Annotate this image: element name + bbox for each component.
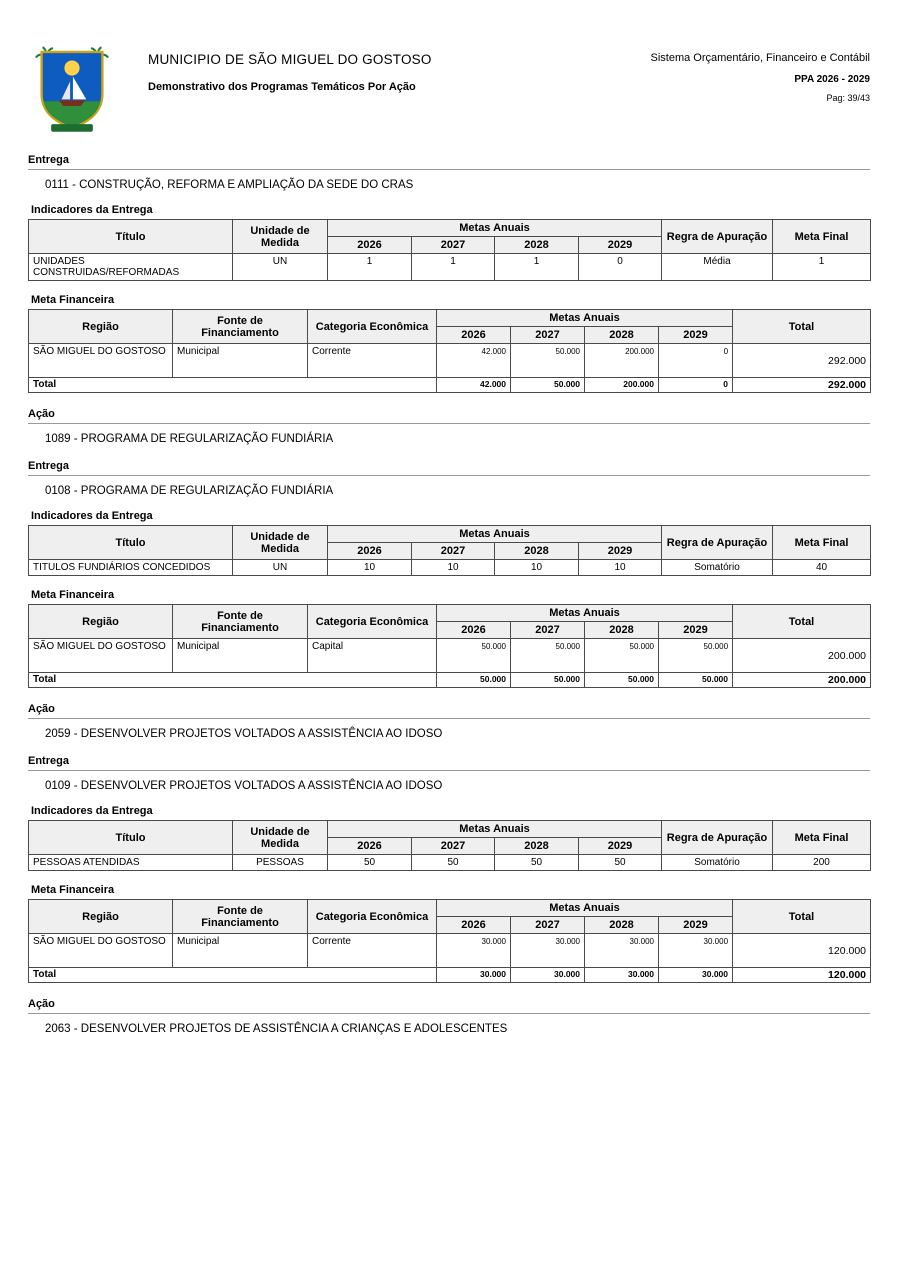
col-year-2027: 2027: [412, 237, 495, 254]
total-label-cell: Total: [29, 673, 437, 688]
indicator-meta-final-cell: 40: [773, 560, 871, 576]
entrega-label: Entrega: [28, 154, 69, 166]
col-total: Total: [733, 605, 871, 639]
financeira-2028-cell: 200.000: [585, 344, 659, 378]
total-2029-cell: 50.000: [659, 673, 733, 688]
acao-title: 1089 - PROGRAMA DE REGULARIZAÇÃO FUNDIÁRIA: [45, 433, 334, 445]
col-metas-anuais: Metas Anuais: [328, 220, 662, 237]
financeira-2027-cell: 50.000: [511, 639, 585, 673]
financeira-2029-cell: 50.000: [659, 639, 733, 673]
indicadores-table: [28, 820, 871, 871]
indicator-regra-cell: Média: [662, 254, 773, 281]
financeira-2026-cell: 42.000: [437, 344, 511, 378]
col-fonte-financiamento: Fonte de Financiamento: [173, 900, 308, 934]
report-title: Demonstrativo dos Programas Temáticos Por Ação: [148, 81, 416, 93]
program-section: [28, 154, 870, 445]
acao-heading: [28, 703, 870, 719]
total-2028-cell: 200.000: [585, 378, 659, 393]
indicator-meta-final-cell: 1: [773, 254, 871, 281]
financeira-2027-cell: 30.000: [511, 934, 585, 968]
acao-heading: [28, 408, 870, 424]
col-year-2028: 2028: [495, 543, 579, 560]
financeira-fonte-cell: Municipal: [173, 639, 308, 673]
total-label-cell: Total: [29, 378, 437, 393]
col-year-2028: 2028: [495, 237, 579, 254]
indicator-unidade-cell: PESSOAS: [233, 855, 328, 871]
indicator-regra-cell: Somatório: [662, 560, 773, 576]
municipal-coat-of-arms: [34, 42, 112, 139]
meta-financeira-table: [28, 899, 871, 983]
total-2029-cell: 0: [659, 378, 733, 393]
indicadores-heading: Indicadores da Entrega: [31, 204, 153, 216]
col-year-2028: 2028: [585, 622, 659, 639]
col-year-2026: 2026: [437, 327, 511, 344]
col-year-2029: 2029: [579, 543, 662, 560]
indicator-2029-cell: 50: [579, 855, 662, 871]
col-regiao: Região: [29, 310, 173, 344]
financeira-total-row: [29, 673, 871, 688]
indicator-unidade-cell: UN: [233, 560, 328, 576]
header-row: [29, 605, 871, 622]
financeira-total-cell: 200.000: [733, 639, 871, 673]
header-row: [29, 310, 871, 327]
indicadores-table: [28, 219, 871, 281]
entrega-title: 0108 - PROGRAMA DE REGULARIZAÇÃO FUNDIÁRIA: [45, 485, 334, 497]
col-year-2027: 2027: [511, 622, 585, 639]
col-year-2026: 2026: [328, 543, 412, 560]
program-section: [28, 755, 870, 1035]
ppa-period: PPA 2026 - 2029: [794, 74, 870, 85]
col-titulo: Título: [29, 821, 233, 855]
financeira-regiao-cell: SÃO MIGUEL DO GOSTOSO: [29, 934, 173, 968]
acao-heading: [28, 998, 870, 1014]
financeira-categoria-cell: Corrente: [308, 344, 437, 378]
col-metas-anuais: Metas Anuais: [328, 526, 662, 543]
col-categoria-economica: Categoria Econômica: [308, 605, 437, 639]
indicadores-heading: Indicadores da Entrega: [31, 510, 153, 522]
col-unidade-medida: Unidade de Medida: [233, 526, 328, 560]
header-meta: [651, 42, 870, 103]
col-year-2026: 2026: [437, 917, 511, 934]
financeira-2029-cell: 30.000: [659, 934, 733, 968]
header-row: [29, 526, 871, 543]
col-regiao: Região: [29, 900, 173, 934]
meta-financeira-heading: Meta Financeira: [31, 589, 115, 601]
indicator-row: [29, 254, 871, 281]
financeira-table-head: [29, 605, 871, 639]
indicadores-table-head: [29, 821, 871, 855]
col-year-2029: 2029: [659, 622, 733, 639]
col-metas-anuais: Metas Anuais: [437, 900, 733, 917]
total-2028-cell: 30.000: [585, 968, 659, 983]
report-header: [28, 42, 870, 139]
col-metas-anuais: Metas Anuais: [328, 821, 662, 838]
col-fonte-financiamento: Fonte de Financiamento: [173, 605, 308, 639]
total-2027-cell: 30.000: [511, 968, 585, 983]
acao-title: 2063 - DESENVOLVER PROJETOS DE ASSISTÊNCIA A CRIANÇAS E ADOLESCENTES: [45, 1023, 508, 1035]
total-2026-cell: 42.000: [437, 378, 511, 393]
col-regra-apuracao: Regra de Apuração: [662, 220, 773, 254]
col-year-2027: 2027: [412, 543, 495, 560]
col-unidade-medida: Unidade de Medida: [233, 220, 328, 254]
col-meta-final: Meta Final: [773, 821, 871, 855]
col-unidade-medida: Unidade de Medida: [233, 821, 328, 855]
financeira-categoria-cell: Corrente: [308, 934, 437, 968]
col-metas-anuais: Metas Anuais: [437, 605, 733, 622]
indicator-meta-final-cell: 200: [773, 855, 871, 871]
col-year-2029: 2029: [659, 917, 733, 934]
col-total: Total: [733, 900, 871, 934]
total-2027-cell: 50.000: [511, 378, 585, 393]
indicator-titulo-cell: TITULOS FUNDIÁRIOS CONCEDIDOS: [29, 560, 233, 576]
financeira-2026-cell: 50.000: [437, 639, 511, 673]
acao-label: Ação: [28, 408, 55, 420]
indicator-2027-cell: 10: [412, 560, 495, 576]
indicator-2026-cell: 50: [328, 855, 412, 871]
indicator-2029-cell: 10: [579, 560, 662, 576]
total-2028-cell: 50.000: [585, 673, 659, 688]
col-year-2027: 2027: [511, 917, 585, 934]
total-2026-cell: 50.000: [437, 673, 511, 688]
indicadores-table-head: [29, 526, 871, 560]
col-categoria-economica: Categoria Econômica: [308, 900, 437, 934]
col-year-2028: 2028: [585, 327, 659, 344]
indicator-regra-cell: Somatório: [662, 855, 773, 871]
total-2027-cell: 50.000: [511, 673, 585, 688]
total-sum-cell: 200.000: [733, 673, 871, 688]
financeira-2029-cell: 0: [659, 344, 733, 378]
header-titles: [112, 42, 651, 93]
col-regiao: Região: [29, 605, 173, 639]
entrega-label: Entrega: [28, 755, 69, 767]
financeira-total-row: [29, 968, 871, 983]
col-fonte-financiamento: Fonte de Financiamento: [173, 310, 308, 344]
indicator-2026-cell: 1: [328, 254, 412, 281]
financeira-row: [29, 639, 871, 673]
entrega-heading: [28, 154, 870, 170]
meta-financeira-heading: Meta Financeira: [31, 294, 115, 306]
indicator-titulo-cell: UNIDADES CONSTRUIDAS/REFORMADAS: [29, 254, 233, 281]
financeira-2026-cell: 30.000: [437, 934, 511, 968]
col-year-2028: 2028: [495, 838, 579, 855]
indicator-2028-cell: 10: [495, 560, 579, 576]
col-year-2028: 2028: [585, 917, 659, 934]
indicator-titulo-cell: PESSOAS ATENDIDAS: [29, 855, 233, 871]
col-total: Total: [733, 310, 871, 344]
entrega-title: 0109 - DESENVOLVER PROJETOS VOLTADOS A ASSISTÊNCIA AO IDOSO: [45, 780, 443, 792]
financeira-2028-cell: 50.000: [585, 639, 659, 673]
header-row: [29, 821, 871, 838]
col-year-2026: 2026: [328, 237, 412, 254]
indicator-2026-cell: 10: [328, 560, 412, 576]
report-body: [28, 154, 870, 1035]
financeira-categoria-cell: Capital: [308, 639, 437, 673]
program-section: [28, 460, 870, 740]
indicator-unidade-cell: UN: [233, 254, 328, 281]
col-titulo: Título: [29, 526, 233, 560]
indicator-2029-cell: 0: [579, 254, 662, 281]
total-sum-cell: 292.000: [733, 378, 871, 393]
indicator-2027-cell: 50: [412, 855, 495, 871]
financeira-total-cell: 120.000: [733, 934, 871, 968]
entrega-title: 0111 - CONSTRUÇÃO, REFORMA E AMPLIAÇÃO DA SEDE DO CRAS: [45, 179, 414, 191]
financeira-table-head: [29, 900, 871, 934]
entrega-heading: [28, 755, 870, 771]
col-year-2027: 2027: [511, 327, 585, 344]
financeira-fonte-cell: Municipal: [173, 934, 308, 968]
municipality-name: MUNICIPIO DE SÃO MIGUEL DO GOSTOSO: [148, 52, 432, 67]
meta-financeira-heading: Meta Financeira: [31, 884, 115, 896]
indicator-2027-cell: 1: [412, 254, 495, 281]
acao-label: Ação: [28, 703, 55, 715]
entrega-heading: [28, 460, 870, 476]
indicadores-table: [28, 525, 871, 576]
col-regra-apuracao: Regra de Apuração: [662, 526, 773, 560]
page-number: Pag: 39/43: [826, 93, 870, 103]
col-year-2026: 2026: [328, 838, 412, 855]
col-titulo: Título: [29, 220, 233, 254]
header-row: [29, 220, 871, 237]
total-2029-cell: 30.000: [659, 968, 733, 983]
financeira-total-cell: 292.000: [733, 344, 871, 378]
meta-financeira-table: [28, 309, 871, 393]
financeira-row: [29, 344, 871, 378]
total-2026-cell: 30.000: [437, 968, 511, 983]
indicator-row: [29, 855, 871, 871]
indicator-2028-cell: 1: [495, 254, 579, 281]
financeira-row: [29, 934, 871, 968]
total-label-cell: Total: [29, 968, 437, 983]
header-row: [29, 900, 871, 917]
total-sum-cell: 120.000: [733, 968, 871, 983]
col-year-2029: 2029: [579, 838, 662, 855]
indicadores-table-head: [29, 220, 871, 254]
acao-label: Ação: [28, 998, 55, 1010]
col-year-2027: 2027: [412, 838, 495, 855]
col-categoria-economica: Categoria Econômica: [308, 310, 437, 344]
financeira-total-row: [29, 378, 871, 393]
entrega-label: Entrega: [28, 460, 69, 472]
col-meta-final: Meta Final: [773, 526, 871, 560]
system-name: Sistema Orçamentário, Financeiro e Contábil: [650, 52, 870, 64]
col-year-2026: 2026: [437, 622, 511, 639]
indicator-2028-cell: 50: [495, 855, 579, 871]
financeira-regiao-cell: SÃO MIGUEL DO GOSTOSO: [29, 639, 173, 673]
financeira-regiao-cell: SÃO MIGUEL DO GOSTOSO: [29, 344, 173, 378]
col-year-2029: 2029: [659, 327, 733, 344]
acao-title: 2059 - DESENVOLVER PROJETOS VOLTADOS A ASSISTÊNCIA AO IDOSO: [45, 728, 443, 740]
col-metas-anuais: Metas Anuais: [437, 310, 733, 327]
col-year-2029: 2029: [579, 237, 662, 254]
col-meta-final: Meta Final: [773, 220, 871, 254]
financeira-2028-cell: 30.000: [585, 934, 659, 968]
financeira-fonte-cell: Municipal: [173, 344, 308, 378]
meta-financeira-table: [28, 604, 871, 688]
indicator-row: [29, 560, 871, 576]
financeira-2027-cell: 50.000: [511, 344, 585, 378]
financeira-table-head: [29, 310, 871, 344]
indicadores-heading: Indicadores da Entrega: [31, 805, 153, 817]
col-regra-apuracao: Regra de Apuração: [662, 821, 773, 855]
